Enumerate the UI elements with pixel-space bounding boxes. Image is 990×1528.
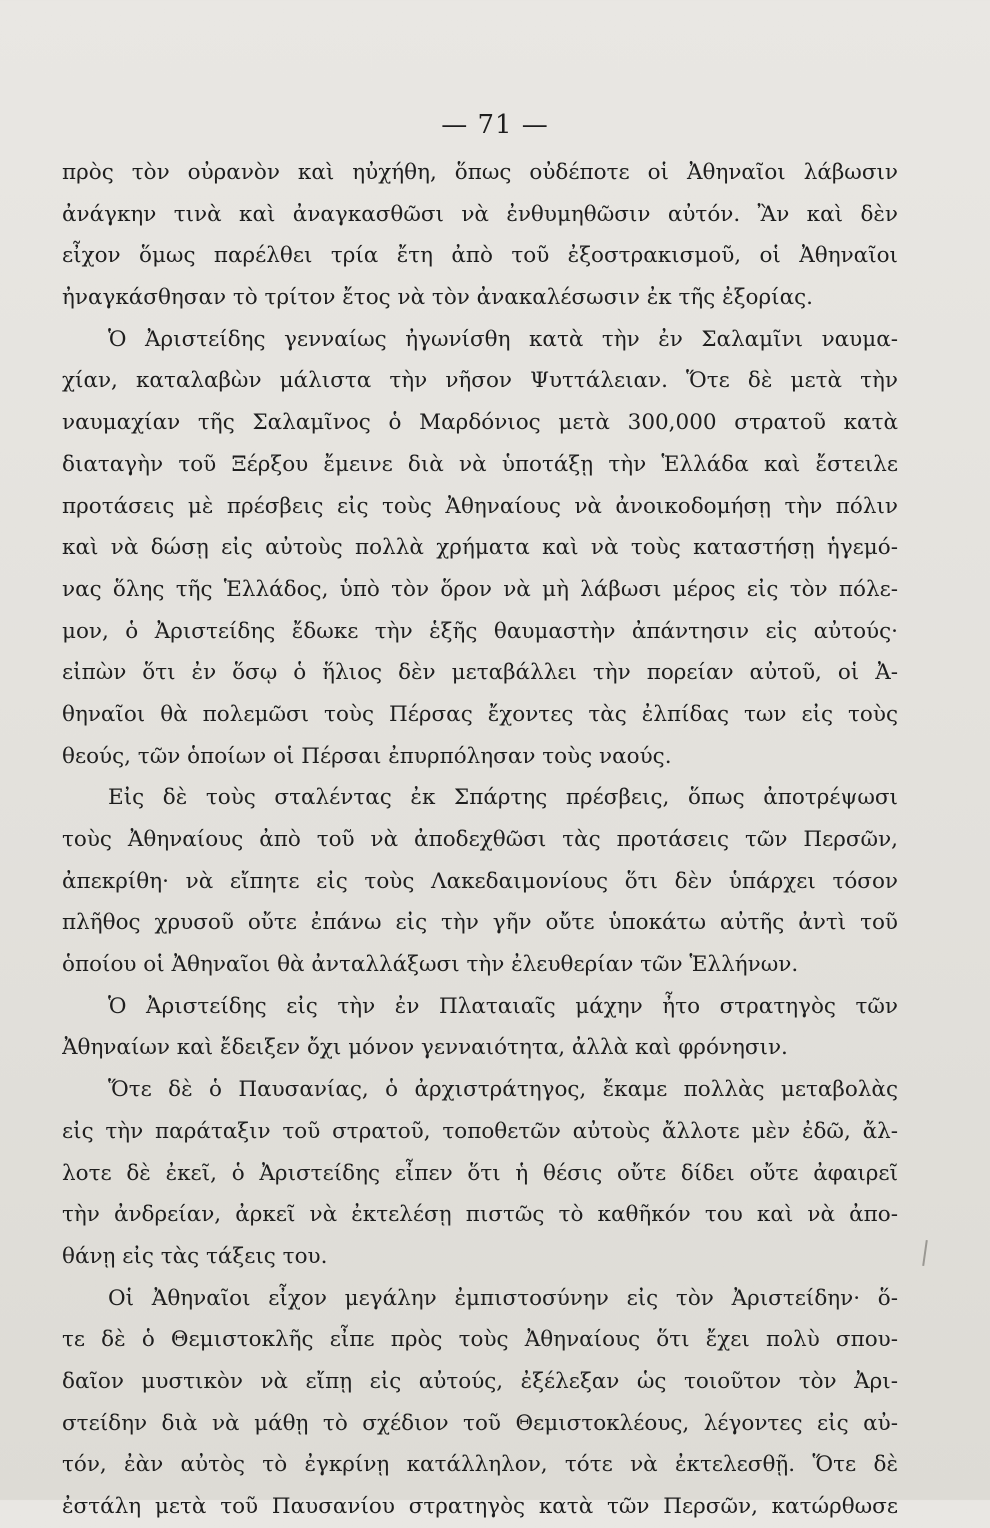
- text-line: τὴν ἀνδρείαν, ἀρκεῖ νὰ ἐκτελέσῃ πιστῶς τὸ καθῆκόν του καὶ νὰ ἀπο-: [62, 1202, 898, 1228]
- text-line: πρὸς τὸν οὐρανὸν καὶ ηὐχήθη, ὅπως οὐδέποτε οἱ Ἀθηναῖοι λάβωσιν: [62, 160, 898, 185]
- text-line: θάνῃ εἰς τὰς τάξεις του.: [62, 1243, 328, 1269]
- text-line: εἰς τὴν παράταξιν τοῦ στρατοῦ, τοποθετῶν αὐτοὺς ἄλλοτε μὲν ἐδῶ, ἄλ-: [62, 1118, 898, 1144]
- text-line: εἶχον ὅμως παρέλθει τρία ἔτη ἀπὸ τοῦ ἐξοστρακισμοῦ, οἱ Ἀθηναῖοι: [62, 243, 898, 269]
- page-number: — 71 —: [441, 110, 549, 140]
- text-line: τοὺς Ἀθηναίους ἀπὸ τοῦ νὰ ἀποδεχθῶσι τὰς προτάσεις τῶν Περσῶν,: [62, 827, 898, 852]
- text-line: ὁποίου οἱ Ἀθηναῖοι θὰ ἀνταλλάξωσι τὴν ἐλευθερίαν τῶν Ἑλλήνων.: [62, 952, 799, 978]
- text-line: Ὅτε δὲ ὁ Παυσανίας, ὁ ἀρχιστράτηγος, ἔκαμε πολλὰς μεταβολὰς: [108, 1077, 898, 1103]
- text-line: τόν, ἐὰν αὐτὸς τὸ ἐγκρίνῃ κατάλληλον, τότε νὰ ἐκτελεσθῇ. Ὅτε δὲ: [62, 1452, 898, 1478]
- text-line: χίαν, καταλαβὼν μάλιστα τὴν νῆσον Ψυττάλειαν. Ὅτε δὲ μετὰ τὴν: [62, 368, 898, 394]
- text-line: Εἰς δὲ τοὺς σταλέντας ἐκ Σπάρτης πρέσβεις, ὅπως ἀποτρέψωσι: [108, 785, 898, 811]
- text-line: νας ὅλης τῆς Ἑλλάδος, ὑπὸ τὸν ὅρον νὰ μὴ λάβωσι μέρος εἰς τὸν πόλε-: [62, 576, 898, 602]
- text-line: καὶ νὰ δώσῃ εἰς αὐτοὺς πολλὰ χρήματα καὶ νὰ τοὺς καταστήσῃ ἡγεμό-: [62, 535, 898, 561]
- text-line: δαῖον μυστικὸν νὰ εἴπῃ εἰς αὐτούς, ἐξέλεξαν ὡς τοιοῦτον τὸν Ἀρι-: [62, 1368, 898, 1394]
- text-line: λοτε δὲ ἐκεῖ, ὁ Ἀριστείδης εἶπεν ὅτι ἡ θέσις οὔτε δίδει οὔτε ἀφαιρεῖ: [62, 1160, 898, 1186]
- text-line: μον, ὁ Ἀριστείδης ἔδωκε τὴν ἑξῆς θαυμαστὴν ἀπάντησιν εἰς αὐτούς·: [62, 618, 898, 644]
- text-line: πλῆθος χρυσοῦ οὔτε ἐπάνω εἰς τὴν γῆν οὔτε ὑποκάτω αὐτῆς ἀντὶ τοῦ: [62, 910, 898, 936]
- text-line: ἠναγκάσθησαν τὸ τρίτον ἔτος νὰ τὸν ἀνακαλέσωσιν ἐκ τῆς ἐξορίας.: [62, 285, 813, 311]
- text-line: εἰπὼν ὅτι ἐν ὅσῳ ὁ ἥλιος δὲν μεταβάλλει τὴν πορείαν αὐτοῦ, οἱ Ἀ-: [62, 660, 898, 686]
- text-line: Ὁ Ἀριστείδης εἰς τὴν ἐν Πλαταιαῖς μάχην ἦτο στρατηγὸς τῶν: [108, 993, 898, 1019]
- text-line: ναυμαχίαν τῆς Σαλαμῖνος ὁ Μαρδόνιος μετὰ 300,000 στρατοῦ κατὰ: [62, 410, 898, 436]
- text-line: στείδην διὰ νὰ μάθῃ τὸ σχέδιον τοῦ Θεμιστοκλέους, λέγοντες εἰς αὐ-: [62, 1410, 898, 1436]
- text-line: Ὁ Ἀριστείδης γενναίως ἠγωνίσθη κατὰ τὴν ἐν Σαλαμῖνι ναυμα-: [108, 326, 898, 352]
- text-body: [62, 152, 898, 1528]
- text-line: Ἀθηναίων καὶ ἔδειξεν ὄχι μόνον γενναιότητα, ἀλλὰ καὶ φρόνησιν.: [62, 1035, 788, 1061]
- text-line: τε δὲ ὁ Θεμιστοκλῆς εἶπε πρὸς τοὺς Ἀθηναίους ὅτι ἔχει πολὺ σπου-: [62, 1327, 898, 1353]
- text-line: Οἱ Ἀθηναῖοι εἶχον μεγάλην ἐμπιστοσύνην εἰς τὸν Ἀριστείδην· ὅ-: [108, 1285, 898, 1311]
- text-line: διαταγὴν τοῦ Ξέρξου ἔμεινε διὰ νὰ ὑποτάξῃ τὴν Ἑλλάδα καὶ ἔστειλε: [62, 451, 898, 477]
- text-line: ἐστάλη μετὰ τοῦ Παυσανίου στρατηγὸς κατὰ τῶν Περσῶν, κατώρθωσε: [62, 1494, 898, 1519]
- margin-mark: [922, 1240, 928, 1266]
- text-line: θηναῖοι θὰ πολεμῶσι τοὺς Πέρσας ἔχοντες τὰς ἐλπίδας των εἰς τοὺς: [62, 701, 898, 727]
- text-line: θεούς, τῶν ὁποίων οἱ Πέρσαι ἐπυρπόλησαν τοὺς ναούς.: [62, 743, 672, 769]
- text-line: ἀπεκρίθη· νὰ εἴπητε εἰς τοὺς Λακεδαιμονίους ὅτι δὲν ὑπάρχει τόσον: [62, 868, 898, 894]
- text-line: προτάσεις μὲ πρέσβεις εἰς τοὺς Ἀθηναίους νὰ ἀνοικοδομήσῃ τὴν πόλιν: [62, 493, 898, 519]
- text-line: ἀνάγκην τινὰ καὶ ἀναγκασθῶσι νὰ ἐνθυμηθῶσιν αὐτόν. Ἂν καὶ δὲν: [62, 201, 898, 227]
